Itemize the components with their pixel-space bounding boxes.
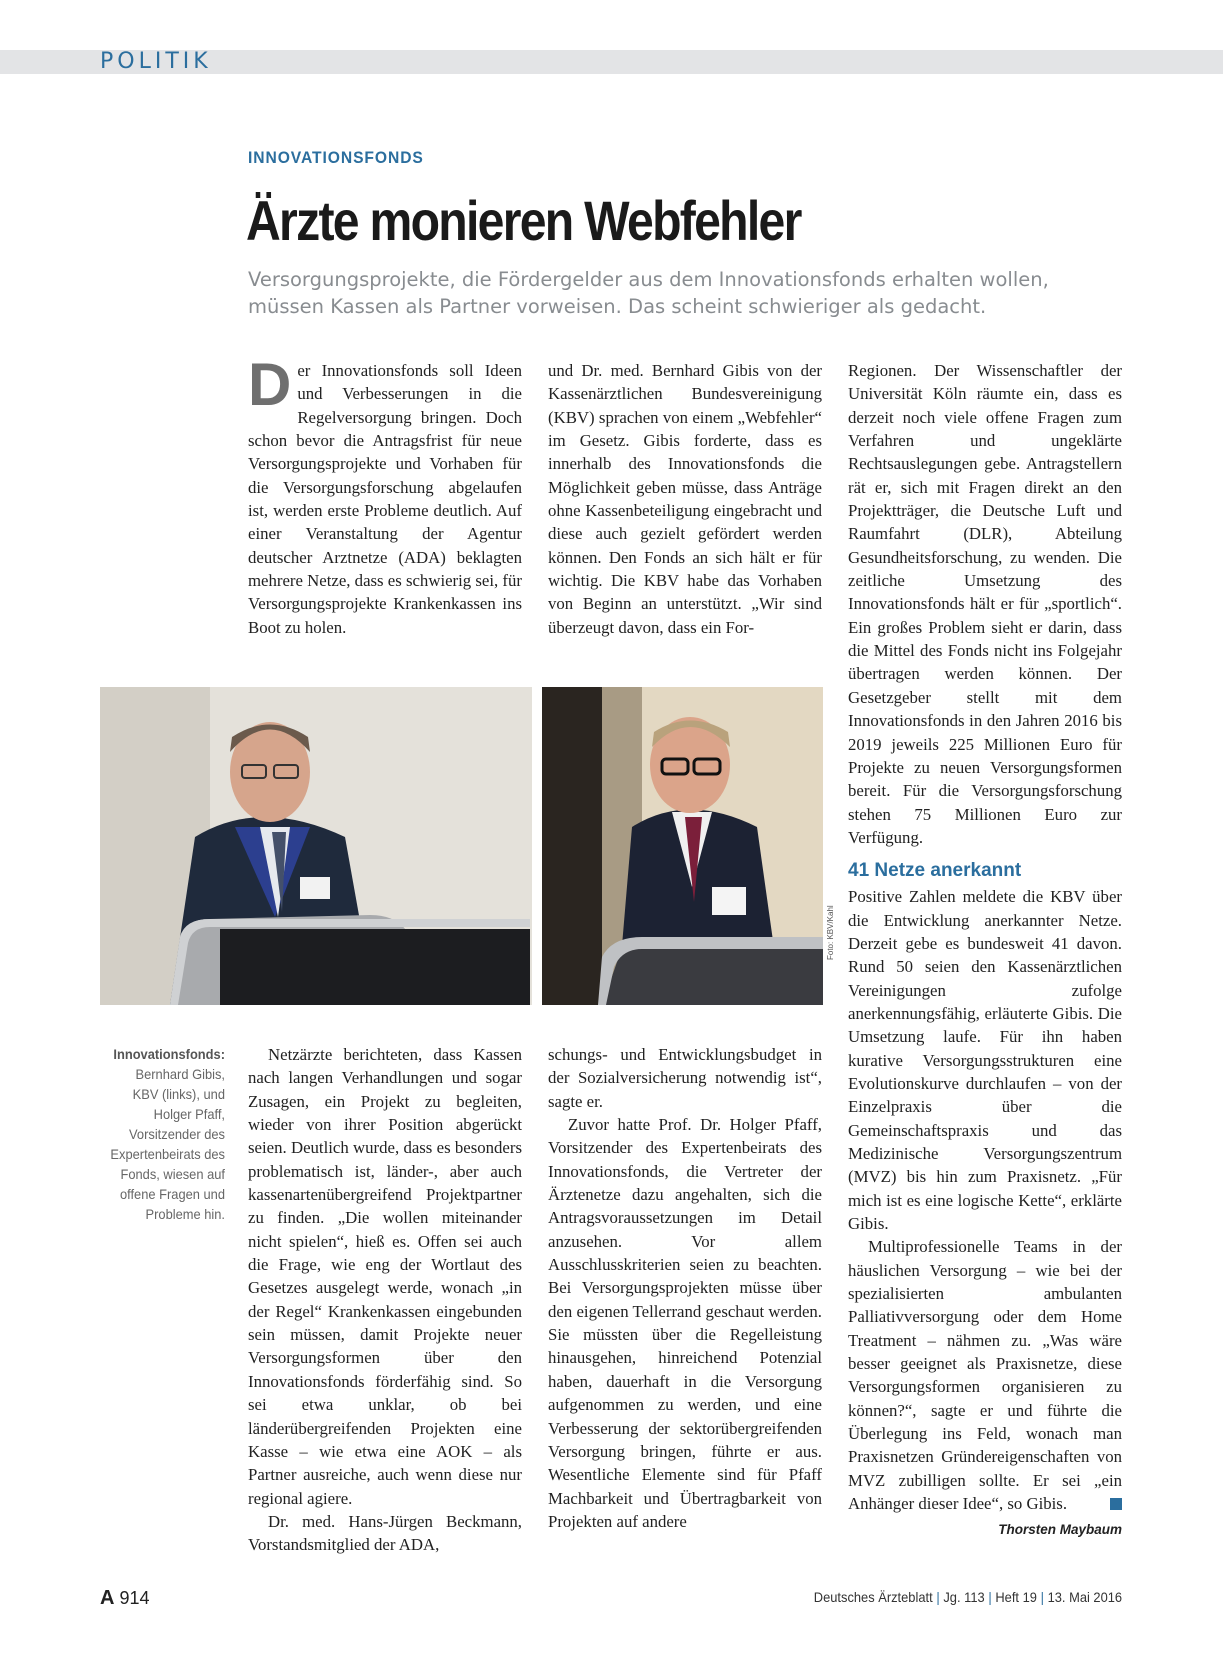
drop-cap: D: [248, 351, 292, 418]
photo-bernhard-gibis: [100, 687, 532, 1005]
column-3: [848, 359, 1122, 1541]
column-1-bottom: [248, 1043, 522, 1557]
page-number: A 914: [100, 1587, 150, 1609]
subheading: 41 Netze anerkannt: [848, 860, 1022, 882]
column-1-top: [248, 351, 522, 639]
paragraph: Positive Zahlen meldete die KBV über die Entwicklung anerkannter Netze. Derzeit gebe es bundesweit 41 davon. Rund 50 seien den Kassenärztlichen Vereinigungen zufolge anerkennungsfähig, erläuterte Gibis. Die Umsetzung laufe. Für ihn haben kurative Versorgungsstrukturen eine Evolutionskurve durchlaufen – von der Einzelpraxis über die Gemeinschaftspraxis und das Medizinische Versorgungszentrum (MVZ) bis hin zum Praxisnetz. „Für mich ist es eine logische Kette“, erklärte Gibis.: [848, 887, 1122, 1234]
article-lead: Versorgungsprojekte, die Fördergelder aus dem Innovationsfonds erhalten wollen, müssen Kassen als Partner vorweisen. Das scheint schwieriger als gedacht.: [248, 268, 1049, 318]
paragraph: er Innovationsfonds soll Ideen und Verbesserungen in die Regelversorgung bringen. Doch schon bevor die Antragsfrist für neue Versorgungsprojekte und Vorhaben für die Versorgungsforschung abgelaufen ist, werden erste Probleme deutlich. Auf einer Veranstaltung der Agentur deutscher Arztnetze (ADA) beklagten mehrere Netze, dass es schwierig sei, für Versorgungsprojekte Krankenkassen ins Boot zu holen.: [248, 361, 522, 637]
author-byline: Thorsten Maybaum: [998, 1521, 1122, 1537]
paragraph: schungs- und Entwicklungsbudget in der Sozialversicherung notwendig ist“, sagte er.: [548, 1045, 822, 1111]
paragraph: Regionen. Der Wissenschaftler der Universität Köln räumte ein, dass es derzeit noch viele offene Fragen zum Verfahren und ungeklärte Rechtsauslegungen gebe. Antragstellern rät er, sich mit Fragen direkt an den Projektträger, die Deutsche Luft und Raumfahrt (DLR), Abteilung Gesundheitsforschung, zu wenden. Die zeitliche Umsetzung des Innovationsfonds hält er für „sportlich“. Ein großes Problem sieht er darin, dass die Mittel des Fonds nicht ins Folgejahr übertragen werden können. Der Gesetzgeber stellt mit dem Innovationsfonds in den Jahren 2016 bis 2019 jeweils 225 Millionen Euro für Projekte zu neuen Versorgungsformen bereit. Für die Versorgungsforschung stehen 75 Millionen Euro zur Verfügung.: [848, 361, 1122, 847]
article-title: Ärzte monieren Webfehler: [246, 189, 801, 252]
paragraph: Netzärzte berichteten, dass Kassen nach langen Verhandlungen und sogar Zusagen, ein Projekt zu begleiten, wieder von ihrer Position abgerückt seien. Deutlich wurde, dass es besonders problematisch ist, länder-, aber auch kassenartenübergreifend Projektpartner zu finden. „Die wollen miteinander nicht spielen“, hieß es. Offen sei auch die Frage, wie eng der Wortlaut des Gesetzes ausgelegt werde, wonach „in der Regel“ Krankenkassen eingebunden sein müssen, damit Projekte neuer Versorgungsformen über den Innovationsfonds förderfähig sind. So sei etwa unklar, ob bei länderübergreifenden Projekten eine Kasse – wie etwa eine AOK – als Partner ausreiche, auch wenn diese nur regional agiere.: [248, 1045, 522, 1508]
caption-text: Bernhard Gibis, KBV (links), und Holger Pfaff, Vorsitzender des Expertenbeirats des Fonds, wiesen auf offene Fragen und Probleme hin.: [110, 1066, 225, 1222]
journal-footer: Deutsches Ärzteblatt | Jg. 113 | Heft 19 | 13. Mai 2016: [813, 1589, 1122, 1605]
journal-issue: Heft 19: [995, 1589, 1037, 1605]
journal-volume: Jg. 113: [943, 1589, 985, 1605]
section-label: POLITIK: [100, 49, 212, 74]
article-kicker: INNOVATIONSFONDS: [248, 148, 424, 167]
end-mark-icon: [1110, 1498, 1122, 1510]
paragraph: Zuvor hatte Prof. Dr. Holger Pfaff, Vorsitzender des Expertenbeirats des Innovationsfonds, die Vertreter der Ärztenetze dazu angehalten, sich die Antragsvoraussetzungen im Detail anzusehen. Vor allem Ausschlusskriterien seien zu beachten. Bei Versorgungsprojekten müsse über den eigenen Tellerrand geschaut werden. Sie müssten über die Regelleistung hinausgehen, hinreichend Potenzial haben, dauerhaft in die Versorgung aufgenommen zu werden, und eine Verbesserung der sektorübergreifenden Versorgung bringen, führte er aus. Wesentliche Elemente sind für Pfaff Machbarkeit und Übertragbarkeit von Projekten auf andere: [548, 1115, 822, 1531]
caption-label: Innovationsfonds:: [113, 1046, 225, 1062]
column-2-bottom: [548, 1043, 822, 1533]
photo-caption: [108, 1044, 225, 1224]
journal-name: Deutsches Ärzteblatt: [813, 1589, 933, 1605]
paragraph: Dr. med. Hans-Jürgen Beckmann, Vorstandsmitglied der ADA,: [248, 1511, 522, 1555]
photo-credit: Foto: KBV/Kahl: [826, 905, 835, 960]
paragraph: Multiprofessionelle Teams in der häuslichen Versorgung – wie bei der spezialisierten ambulanten Palliativversorgung oder dem Home Treatment – nähmen zu. „Was wäre besser geeignet als Praxisnetze, diese Versorgungsformen organisieren zu können?“, sagte er und führte die Überlegung ins Feld, wonach man Praxisnetzen Gründereigenschaften von MVZ zubilligen sollte. Er sei „ein Anhänger dieser Idee“, so Gibis.: [848, 1237, 1122, 1514]
journal-date: 13. Mai 2016: [1047, 1589, 1122, 1605]
paragraph: und Dr. med. Bernhard Gibis von der Kassenärztlichen Bundesvereinigung (KBV) sprachen von einem „Webfehler“ im Gesetz. Gibis forderte, dass es innerhalb des Innovationsfonds die Möglichkeit geben müsse, dass Anträge ohne Kassenbeteiligung eingebracht und diese auch gezielt gefördert werden können. Den Fonds an sich hält er für wichtig. Die KBV habe das Vorhaben von Beginn an unterstützt. „Wir sind überzeugt davon, dass ein For-: [548, 361, 822, 637]
photo-holger-pfaff: [542, 687, 823, 1005]
column-2-top: [548, 359, 822, 639]
